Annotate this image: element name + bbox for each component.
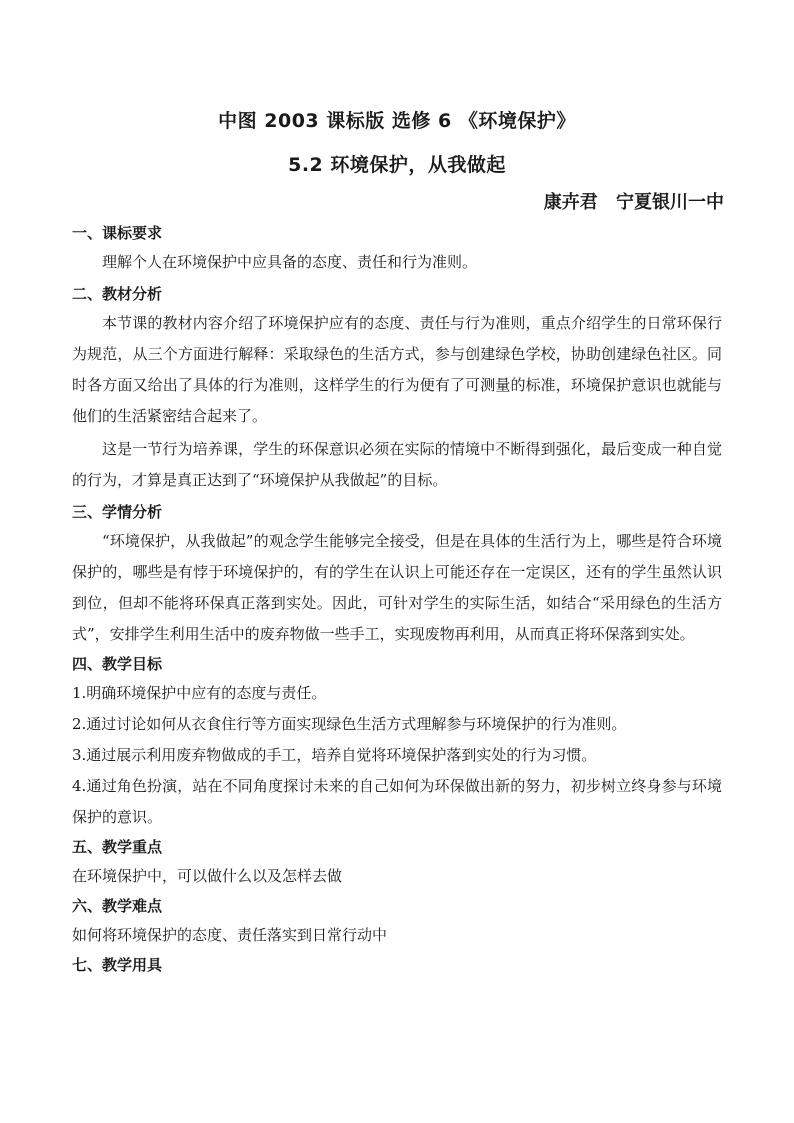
section-teaching-objectives (72, 650, 722, 833)
section-heading: 七、教学用具 (72, 956, 163, 974)
objective-item: 3.通过展示利用废弃物做成的手工，培养自觉将环境保护落到实处的行为习惯。 (72, 746, 597, 764)
paragraph: 理解个人在环境保护中应具备的态度、责任和行为准则。 (102, 253, 478, 271)
section-heading: 一、课标要求 (72, 224, 163, 242)
paragraph: 本节课的教材内容介绍了环境保护应有的态度、责任与行为准则，重点介绍学生的日常环保行为规范，从三个方面进行解释：采取绿色的生活方式，参与创建绿色学校，协助创建绿色社区。同时各方面又给出了具体的行为准则，这样学生的行为便有了可测量的标准，环境保护意识也就能与他们的生活紧密结合起来了。 (72, 314, 722, 425)
section-textbook-analysis (72, 280, 722, 496)
author-line: 康卉君 宁夏银川一中 (543, 192, 724, 213)
document-title: 中图 2003 课标版 选修 6 《环境保护》 (218, 110, 576, 132)
paragraph: 这是一节行为培养课，学生的环保意识必须在实际的情境中不断得到强化，最后变成一种自觉的行为，才算是真正达到了“环境保护从我做起”的目标。 (72, 440, 722, 489)
section-difficulties (72, 892, 722, 951)
key-point-text: 在环境保护中，可以做什么以及怎样去做 (72, 867, 343, 885)
section-curriculum-requirements (72, 219, 722, 278)
objective-item: 4.通过角色扮演，站在不同角度探讨未来的自己如何为环保做出新的努力，初步树立终身参与环境保护的意识。 (72, 777, 722, 826)
section-teaching-tools (72, 951, 722, 979)
objective-item: 1.明确环境保护中应有的态度与责任。 (72, 684, 327, 702)
lesson-subtitle: 5.2 环境保护，从我做起 (288, 154, 506, 176)
document-body (72, 219, 722, 979)
section-key-points (72, 833, 722, 892)
difficulty-text: 如何将环境保护的态度、责任落实到日常行动中 (72, 926, 388, 944)
paragraph: “环境保护，从我做起”的观念学生能够完全接受，但是在具体的生活行为上，哪些是符合环境保护的，哪些是有悖于环境保护的，有的学生在认识上可能还存在一定误区，还有的学生虽然认识到位，但却不能将环保真正落到实处。因此，可针对学生的实际生活，如结合“采用绿色的生活方式”，安排学生利用生活中的废弃物做一些手工，实现废物再利用，从而真正将环保落到实处。 (72, 532, 722, 643)
section-student-analysis (72, 498, 722, 650)
section-heading: 四、教学目标 (72, 655, 163, 673)
section-heading: 三、学情分析 (72, 503, 163, 521)
section-heading: 六、教学难点 (72, 897, 163, 915)
section-heading: 五、教学重点 (72, 838, 163, 856)
section-heading: 二、教材分析 (72, 285, 163, 303)
objective-item: 2.通过讨论如何从衣食住行等方面实现绿色生活方式理解参与环境保护的行为准则。 (72, 715, 627, 733)
